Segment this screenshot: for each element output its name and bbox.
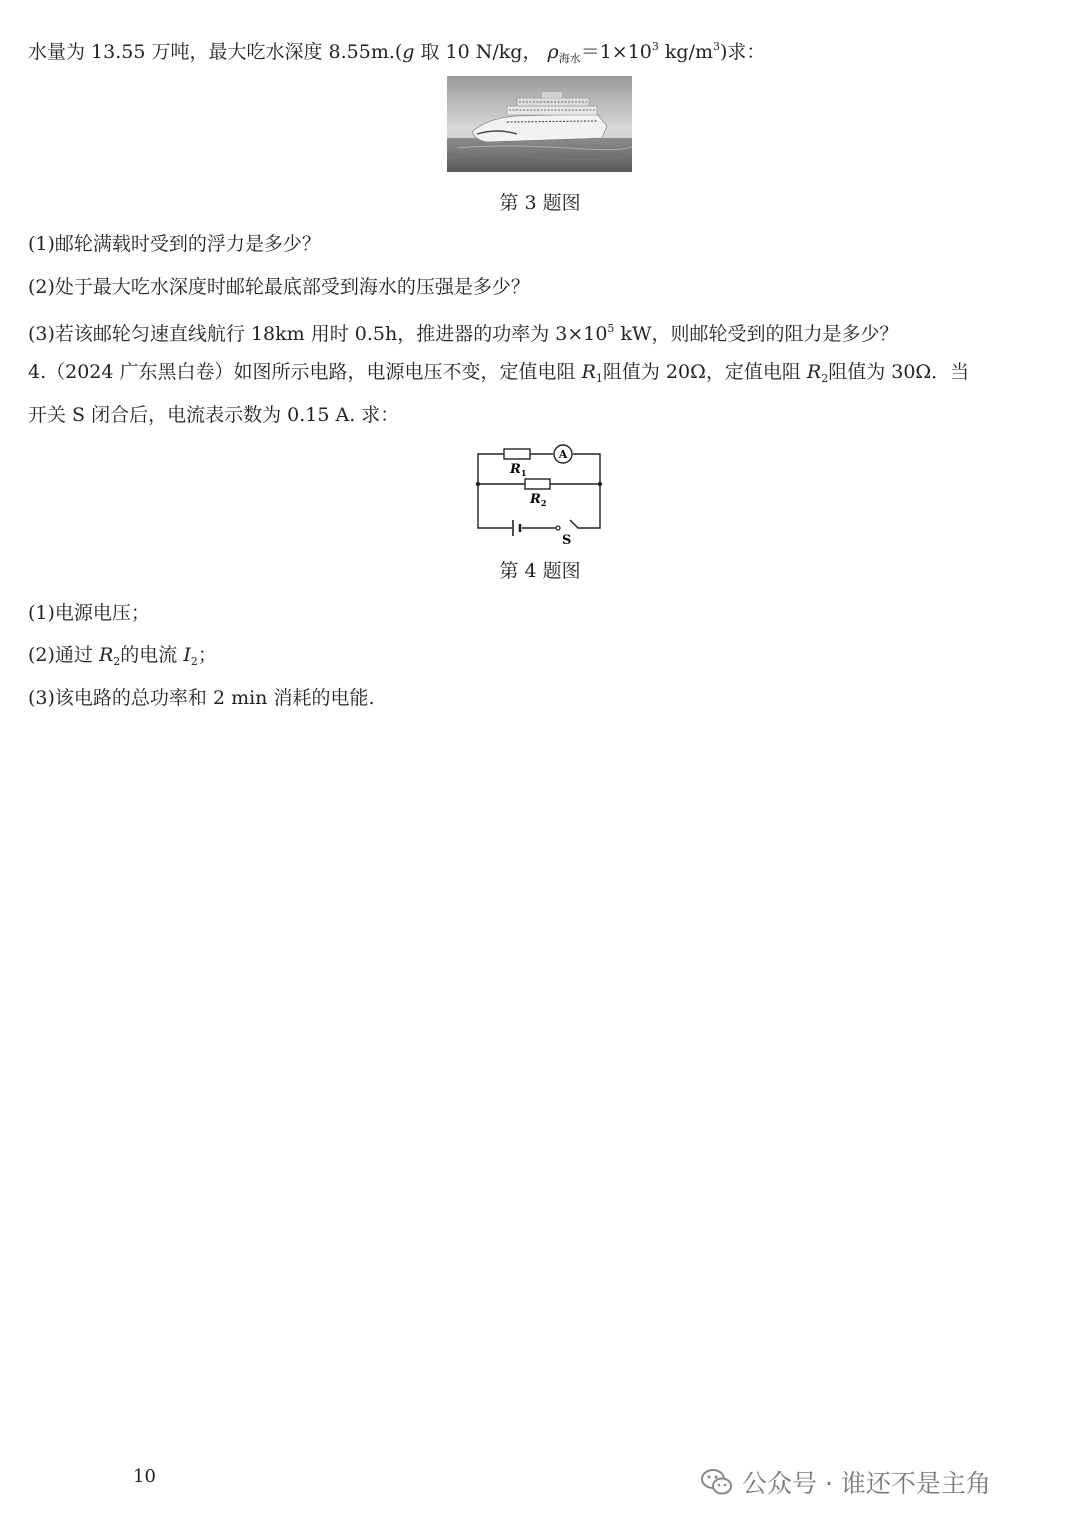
q3-sub3: (3)若该邮轮匀速直线航行 18km 用时 0.5h，推进器的功率为 $3\times 10^5$ kW，则邮轮受到的阻力是多少？ <box>28 322 899 345</box>
cruise-ship-photo <box>447 76 632 172</box>
figure-4-caption: 第 4 题图 <box>499 560 581 582</box>
resistor-r1 <box>504 449 530 459</box>
switch-label: S <box>562 533 572 548</box>
q4-line1: 4.（2024 广东黑白卷）如图所示电路，电源电压不变，定值电阻 $R_1$阻值为 20Ω，定值电阻 $R_2$阻值为 30Ω．当 <box>28 361 970 385</box>
r1-label: $R_1$ <box>510 462 527 478</box>
switch-contact <box>556 526 560 530</box>
wire-top-right <box>573 454 600 484</box>
r2-label: $R_2$ <box>530 492 547 508</box>
q3-sub1: (1)邮轮满载时受到的浮力是多少？ <box>28 233 321 255</box>
q4-line2: 开关 S 闭合后，电流表示数为 0.15 A. 求： <box>28 404 400 426</box>
wire-top <box>478 454 504 484</box>
circuit-diagram <box>470 444 610 548</box>
ammeter-label: A <box>558 448 568 461</box>
junction-right <box>598 482 602 486</box>
watermark-text: 公众号 · 谁还不是主角 <box>742 1469 991 1498</box>
q4-sub3: (3)该电路的总功率和 2 min 消耗的电能. <box>28 687 375 709</box>
resistor-r2 <box>525 479 550 489</box>
page-number: 10 <box>133 1466 156 1487</box>
q4-sub1: (1)电源电压； <box>28 602 150 624</box>
q4-sub2: (2)通过 $R_2$的电流 $I_2$； <box>28 644 217 668</box>
junction-left <box>476 482 480 486</box>
q3-sub2: (2)处于最大吃水深度时邮轮最底部受到海水的压强是多少？ <box>28 276 530 298</box>
wechat-watermark <box>700 1464 991 1500</box>
wechat-icon <box>700 1467 734 1497</box>
figure-3-caption: 第 3 题图 <box>499 192 581 214</box>
q3-intro: 水量为 13.55 万吨，最大吃水深度 8.55m.(g 取 10 N/kg， $\rho_{海水}=1\times 10^3$ $kg/m^3$)求： <box>28 40 766 65</box>
